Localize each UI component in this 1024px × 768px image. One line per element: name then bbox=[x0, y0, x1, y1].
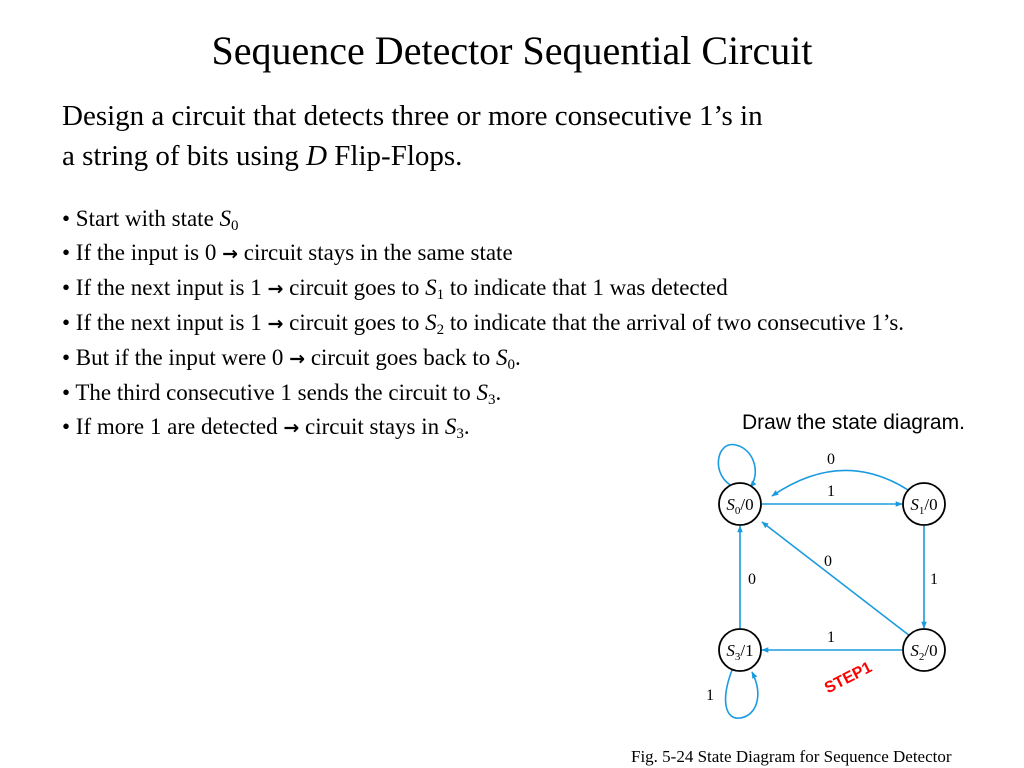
step-label: STEP1 bbox=[822, 658, 875, 698]
bullet-goto-s1 bbox=[62, 271, 942, 306]
intro-line-2 bbox=[62, 136, 942, 176]
flip-flop-type: D bbox=[306, 140, 328, 172]
bullet-text: . bbox=[463, 414, 470, 439]
intro-line-2-pre: a string of bits using bbox=[62, 140, 307, 172]
label-s2-to-s0: 0 bbox=[824, 553, 832, 570]
state-subscript: 0 bbox=[507, 357, 516, 373]
label-s1-to-s2: 1 bbox=[930, 571, 938, 588]
bullet-text: . bbox=[515, 345, 521, 370]
label-s1-to-s0: 0 bbox=[827, 451, 835, 468]
bullet-text: circuit stays in bbox=[299, 414, 445, 439]
arrow-icon: → bbox=[267, 313, 284, 335]
bullet-list bbox=[62, 202, 942, 445]
bullet-text: to indicate that 1 was detected bbox=[444, 275, 728, 300]
page-title: Sequence Detector Sequential Circuit bbox=[211, 28, 813, 73]
bullet-text: circuit stays in the same state bbox=[238, 240, 513, 265]
state-s2 bbox=[903, 629, 945, 671]
bullet-text: . bbox=[495, 380, 502, 405]
label-s0-to-s1: 1 bbox=[827, 483, 835, 500]
diagram-instruction: Draw the state diagram. bbox=[742, 411, 965, 434]
state-symbol: S bbox=[425, 310, 437, 335]
bullet-text: • If the next input is 1 bbox=[62, 275, 268, 300]
bullet-input-zero bbox=[62, 236, 942, 271]
edge-s0-self-loop bbox=[718, 445, 755, 487]
state-symbol: S bbox=[476, 380, 488, 405]
svg-text:S3/1: $S_3/1$ bbox=[726, 641, 754, 663]
state-subscript: 1 bbox=[436, 287, 445, 303]
arrow-icon: → bbox=[283, 417, 300, 439]
label-s2-to-s3: 1 bbox=[827, 629, 835, 646]
state-subscript: 3 bbox=[456, 426, 464, 442]
state-diagram bbox=[690, 440, 990, 740]
state-symbol: S bbox=[444, 414, 457, 439]
bullet-goto-s2 bbox=[62, 306, 942, 341]
bullet-text: • If the next input is 1 bbox=[62, 310, 268, 335]
bullet-text: • The third consecutive 1 sends the circuit to bbox=[62, 380, 477, 405]
bullet-goto-s3 bbox=[62, 376, 942, 410]
edge-s2-to-s0 bbox=[762, 522, 910, 636]
state-subscript: 3 bbox=[488, 392, 496, 408]
bullet-text: to indicate that the arrival of two consecutive 1’s. bbox=[444, 310, 905, 335]
intro-line-1: Design a circuit that detects three or more consecutive 1’s in bbox=[62, 100, 763, 132]
edge-s3-self-loop bbox=[726, 670, 758, 718]
svg-text:S2/0: $S_2/0$ bbox=[910, 641, 938, 663]
bullet-text: • If more 1 are detected bbox=[62, 414, 284, 439]
bullet-text: circuit goes to bbox=[283, 310, 426, 335]
arrow-icon: → bbox=[222, 243, 239, 265]
svg-text:S1/0: $S_1/0$ bbox=[910, 495, 938, 517]
figure-caption: Fig. 5-24 State Diagram for Sequence Detector bbox=[631, 747, 952, 766]
bullet-text: • But if the input were 0 bbox=[62, 345, 290, 370]
bullet-text: circuit goes back to bbox=[305, 345, 497, 370]
state-subscript: 0 bbox=[231, 218, 239, 234]
label-s3-self-loop: 1 bbox=[706, 687, 714, 704]
svg-text:S0/0: $S_0/0$ bbox=[726, 495, 754, 517]
bullet-text: circuit goes to bbox=[283, 275, 426, 300]
label-s3-to-s0: 0 bbox=[748, 571, 756, 588]
problem-statement bbox=[62, 96, 942, 176]
intro-line-2-post: Flip-Flops. bbox=[327, 140, 463, 172]
bullet-text: • If the input is 0 bbox=[62, 240, 223, 265]
arrow-icon: → bbox=[267, 278, 284, 300]
state-s1 bbox=[903, 483, 945, 525]
state-s3 bbox=[719, 629, 761, 671]
state-symbol: S bbox=[219, 206, 232, 231]
bullet-text: • Start with state bbox=[62, 206, 220, 231]
state-s0 bbox=[719, 483, 761, 525]
state-subscript: 2 bbox=[436, 322, 445, 338]
arrow-icon: → bbox=[289, 348, 306, 370]
edge-s1-to-s0 bbox=[772, 470, 908, 496]
state-symbol: S bbox=[425, 275, 437, 300]
state-symbol: S bbox=[496, 345, 508, 370]
bullet-start-state bbox=[62, 202, 942, 236]
bullet-back-to-s0 bbox=[62, 341, 942, 376]
